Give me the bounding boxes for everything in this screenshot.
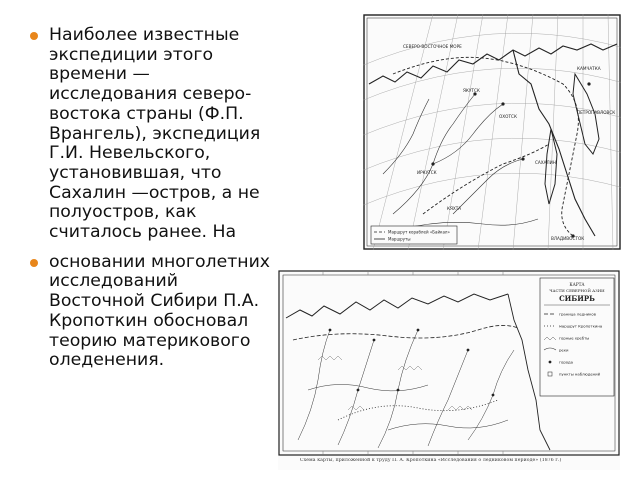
map-label: КЯХТА (447, 206, 462, 211)
map-title-line: СИБИРЬ (559, 294, 595, 303)
map-label: ВЛАДИВОСТОК (551, 236, 585, 241)
map-title-line: КАРТА (569, 282, 585, 287)
map-title-line: ЧАСТИ СЕВЕРНОЙ АЗИИ (549, 288, 605, 293)
bullet-text: Наиболее известные экспедиции этого времени — исследования северо-востока страны (Ф.П. Врангель), экспедиция Г.И. Невельского, установившая, что Сахалин —остров, а не полуостров, как считалось ранее. На (49, 25, 261, 243)
map-label: ПЕТРОПАВЛОВСК (577, 110, 616, 115)
legend-text: пункты наблюдений (559, 371, 601, 377)
map-label: САХАЛИН (535, 160, 556, 165)
glaciation-map (278, 270, 620, 470)
legend-text: Маршрут кораблей «Байкал» (388, 229, 450, 235)
bullet-item (28, 253, 273, 371)
legend-text: маршрут Кропоткина (559, 323, 603, 329)
expedition-map (363, 14, 621, 250)
bullet-dot-icon (30, 259, 38, 267)
bullet-list (28, 26, 273, 371)
legend-text: граница ледников (559, 311, 596, 317)
expedition-map-drawing (363, 14, 621, 250)
map-label: СЕВЕРО-ВОСТОЧНОЕ МОРЕ (403, 44, 462, 49)
map-caption: Схема карты, приложенной к труду П. А. Кропоткина «Исследования о ледниковом периоде» (1876 г.) (300, 458, 562, 463)
legend-text: реки (559, 347, 569, 353)
map-label: ИРКУТСК (417, 170, 437, 175)
legend-text: Маршруты (388, 236, 411, 242)
bullet-item (28, 26, 273, 243)
bullet-dot-icon (30, 32, 38, 40)
legend-text: города (559, 359, 574, 365)
legend-text: горные хребты (559, 335, 590, 341)
map-label: ОХОТСК (499, 114, 517, 119)
glaciation-map-drawing (278, 270, 620, 470)
map-label: ЯКУТСК (463, 88, 480, 93)
bullet-text: основании многолетних исследований Восточной Сибири П.А. Кропоткин обосновал теорию материкового оледенения. (49, 251, 271, 371)
map-label: КАМЧАТКА (577, 66, 601, 71)
